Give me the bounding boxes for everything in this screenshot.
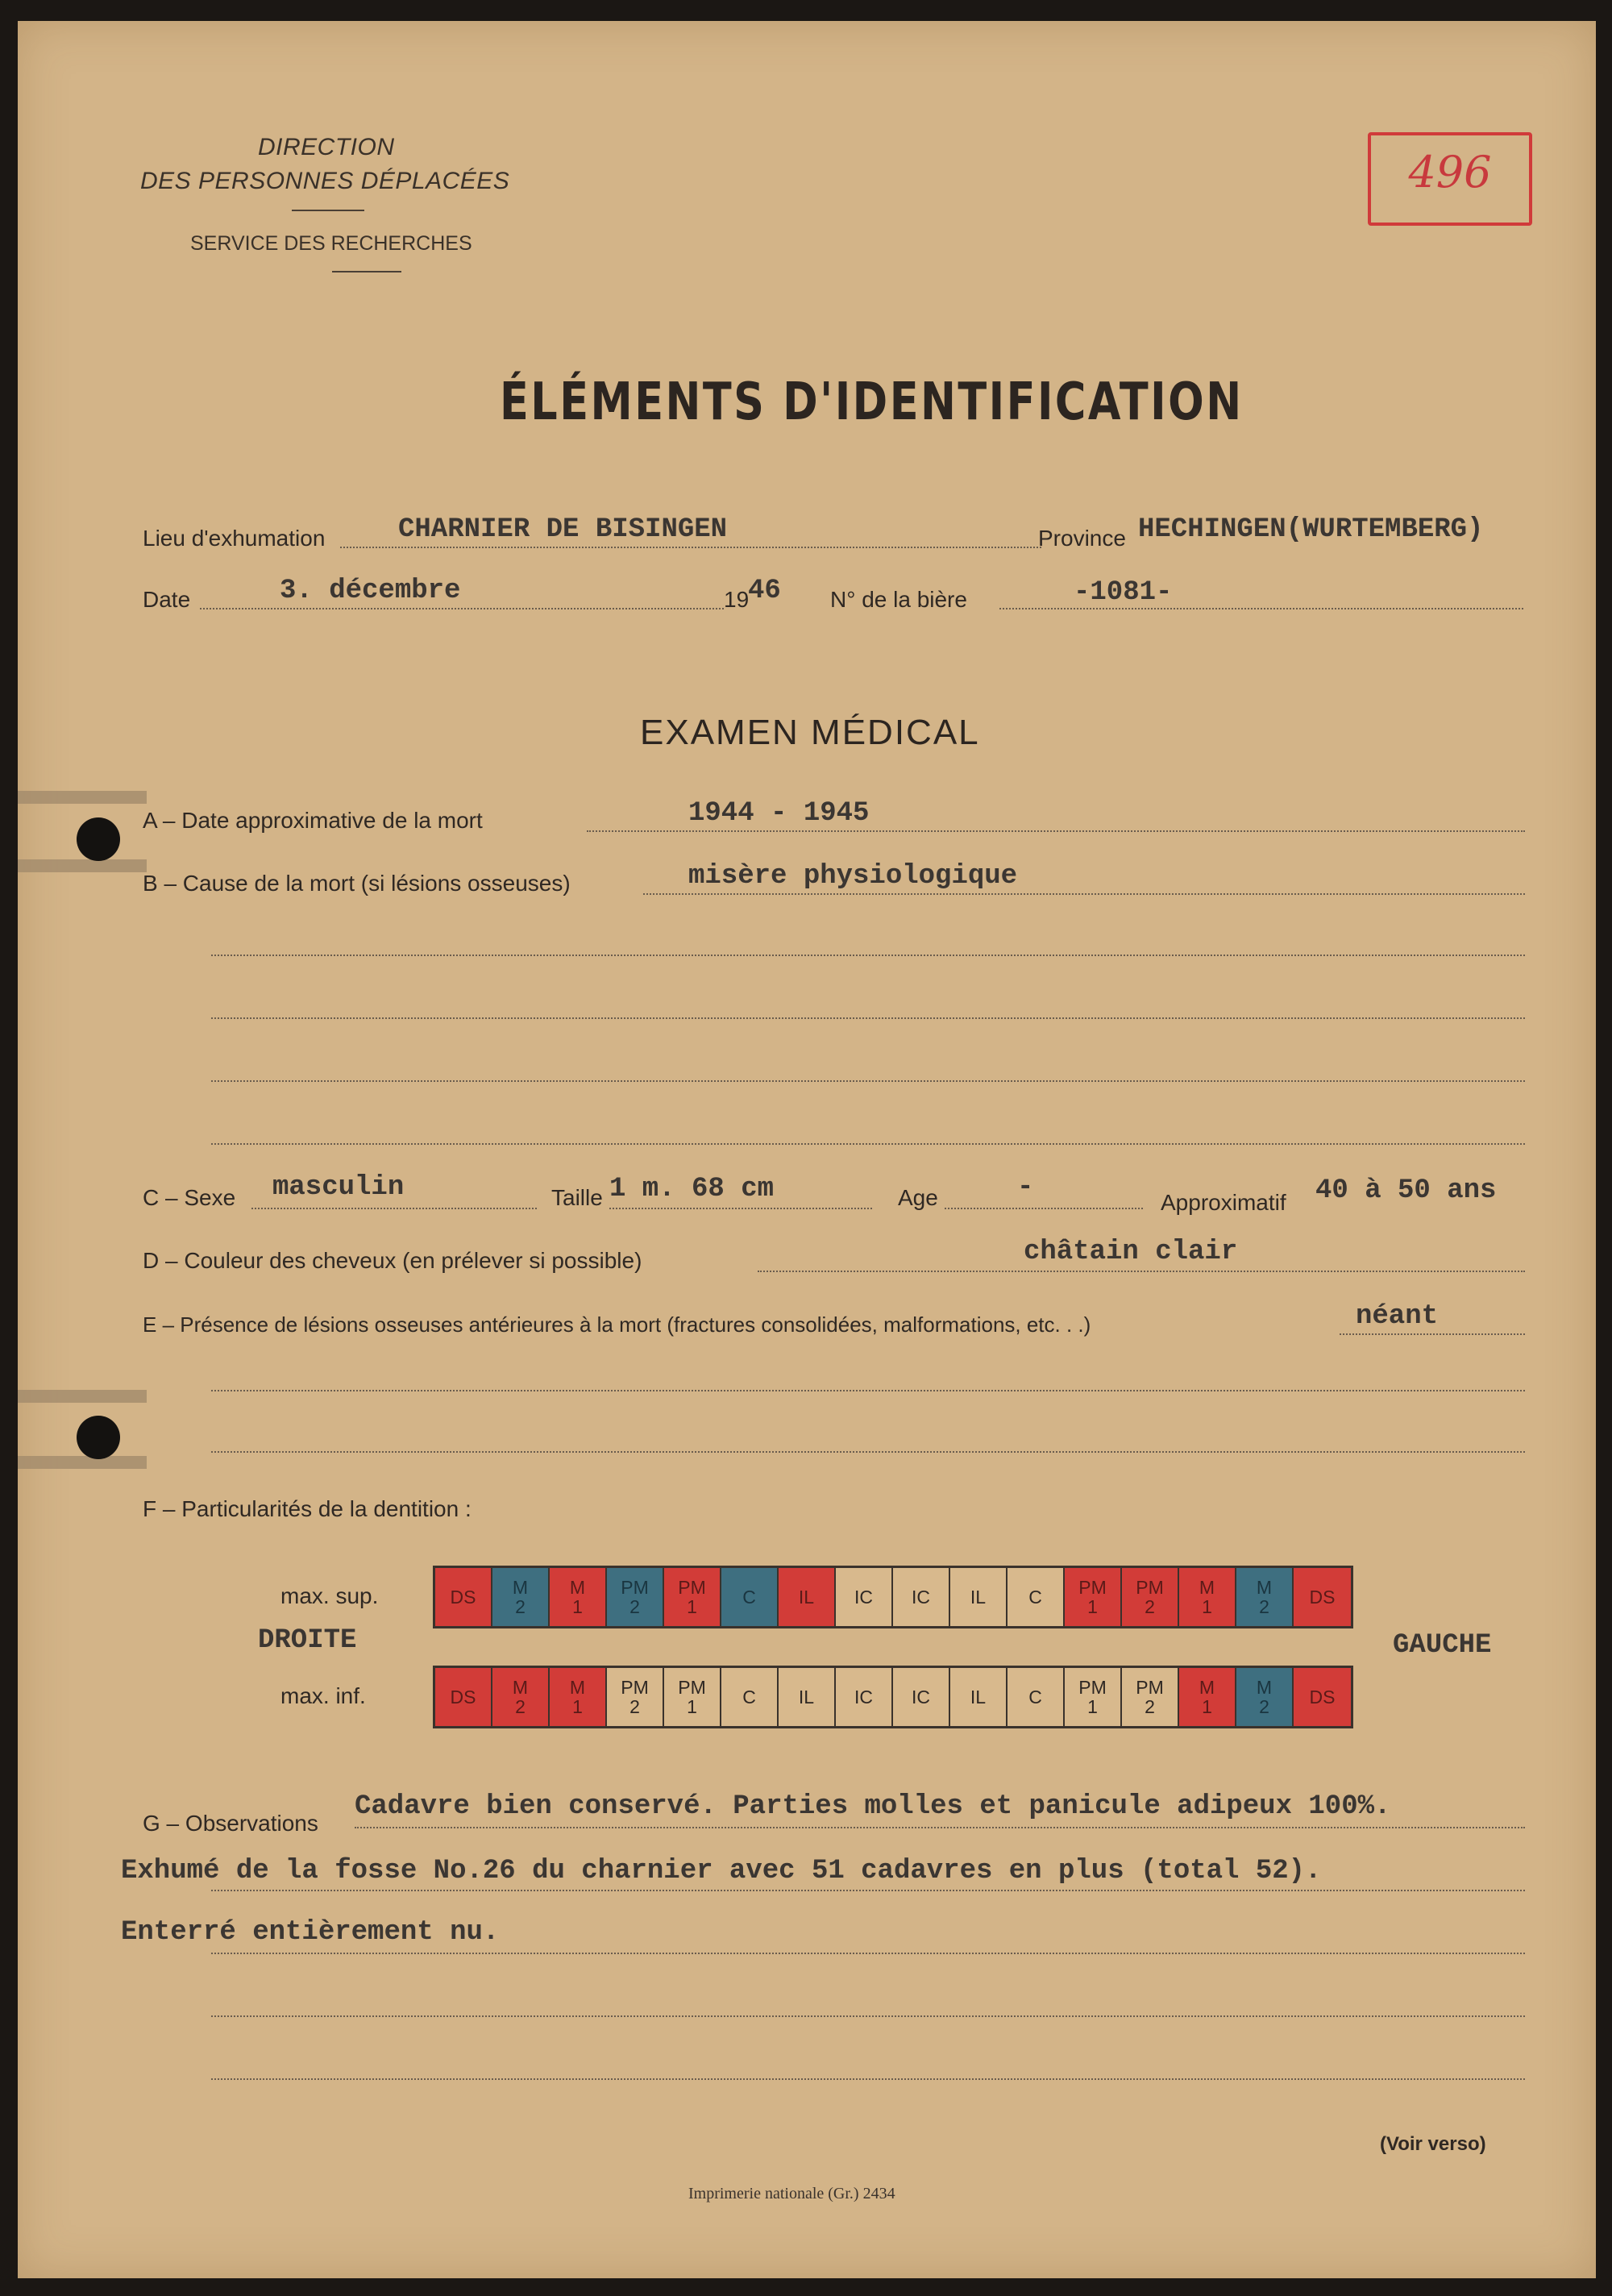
dotted-line	[340, 547, 1041, 548]
b-label: B – Cause de la mort (si lésions osseuses)	[143, 871, 571, 896]
tooth-cell	[893, 1568, 950, 1626]
tape-strip	[18, 859, 147, 872]
observations-line2: Exhumé de la fosse No.26 du charnier avec 51 cadavres en plus (total 52).	[121, 1856, 1322, 1886]
tooth-number: 2	[1259, 1596, 1269, 1617]
dotted-line	[945, 1208, 1143, 1209]
observations-line3: Enterré entièrement nu.	[121, 1917, 500, 1948]
tooth-label: IC	[854, 1587, 873, 1608]
a-label: A – Date approximative de la mort	[143, 808, 483, 833]
e-value: néant	[1356, 1301, 1439, 1332]
dotted-line	[251, 1208, 537, 1209]
dotted-line	[211, 1080, 1525, 1082]
tooth-cell	[721, 1668, 779, 1726]
dotted-line	[211, 2015, 1525, 2017]
taille-value: 1 m. 68 cm	[609, 1174, 775, 1204]
tooth-cell	[435, 1568, 492, 1626]
tooth-label: PM	[1078, 1577, 1107, 1598]
punch-hole	[77, 1416, 120, 1459]
tape-strip	[18, 1456, 147, 1469]
e-label: E – Présence de lésions osseuses antérieures à la mort (fractures consolidées, malformations, etc. . .)	[143, 1312, 1091, 1337]
year-value: 46	[748, 576, 781, 606]
header-department: DES PERSONNES DÉPLACÉES	[140, 168, 510, 194]
voir-verso: (Voir verso)	[1380, 2133, 1486, 2155]
tooth-cell	[1008, 1568, 1065, 1626]
tooth-label: DS	[450, 1587, 476, 1608]
tooth-cell	[893, 1668, 950, 1726]
province-value: HECHINGEN(WURTEMBERG)	[1138, 514, 1484, 545]
tooth-label: M	[1199, 1677, 1215, 1698]
tooth-cell	[492, 1568, 550, 1626]
date-value: 3. décembre	[280, 576, 461, 606]
tooth-cell	[1236, 1568, 1294, 1626]
dotted-line	[211, 1390, 1525, 1391]
gauche-label: GAUCHE	[1393, 1630, 1492, 1661]
tooth-cell	[836, 1568, 893, 1626]
tooth-number: 1	[572, 1696, 583, 1717]
header-service: SERVICE DES RECHERCHES	[190, 232, 472, 255]
tooth-label: M	[569, 1577, 586, 1598]
dotted-line	[587, 830, 1525, 832]
tooth-label: IC	[912, 1687, 930, 1707]
lower-dentition-chart	[433, 1666, 1353, 1728]
tooth-number: 2	[1259, 1696, 1269, 1717]
f-label: F – Particularités de la dentition :	[143, 1496, 472, 1521]
dotted-line	[609, 1208, 872, 1209]
tooth-cell	[1294, 1568, 1351, 1626]
year-prefix: 19	[724, 587, 750, 612]
tooth-label: M	[1256, 1677, 1273, 1698]
dotted-line	[211, 1017, 1525, 1019]
tooth-label: DS	[1309, 1587, 1336, 1608]
tooth-label: IC	[854, 1687, 873, 1707]
tooth-label: IL	[970, 1587, 987, 1608]
age-label: Age	[898, 1185, 938, 1210]
a-value: 1944 - 1945	[688, 798, 870, 829]
dotted-line	[211, 1143, 1525, 1145]
dotted-line	[1340, 1333, 1525, 1335]
dotted-line	[211, 1953, 1525, 1954]
dotted-line	[211, 1451, 1525, 1453]
d-label: D – Couleur des cheveux (en prélever si possible)	[143, 1248, 642, 1273]
tooth-cell	[550, 1568, 607, 1626]
tooth-label: PM	[1078, 1677, 1107, 1698]
tooth-number: 2	[629, 1596, 640, 1617]
approx-label: Approximatif	[1161, 1190, 1286, 1215]
c-label: C – Sexe	[143, 1185, 236, 1210]
tooth-cell	[492, 1668, 550, 1726]
tooth-number: 2	[515, 1596, 526, 1617]
printer-credit: Imprimerie nationale (Gr.) 2434	[688, 2185, 895, 2202]
page-title: ÉLÉMENTS D'IDENTIFICATION	[500, 372, 1244, 432]
exam-title: EXAMEN MÉDICAL	[640, 713, 980, 752]
dotted-line	[211, 955, 1525, 956]
tooth-cell	[1179, 1668, 1236, 1726]
tooth-number: 1	[1087, 1696, 1098, 1717]
tooth-cell	[779, 1568, 836, 1626]
stamp-number: 496	[1408, 147, 1492, 198]
tooth-cell	[1065, 1668, 1122, 1726]
dotted-line	[211, 2078, 1525, 2080]
tooth-cell	[1236, 1668, 1294, 1726]
tooth-label: IC	[912, 1587, 930, 1608]
age-value: -	[1017, 1172, 1034, 1203]
dotted-line	[211, 1890, 1525, 1891]
reference-stamp	[1368, 132, 1532, 226]
tooth-cell	[435, 1668, 492, 1726]
tooth-label: M	[512, 1577, 529, 1598]
tooth-label: DS	[1309, 1687, 1336, 1707]
tooth-number: 1	[572, 1596, 583, 1617]
tooth-number: 2	[515, 1696, 526, 1717]
dotted-line	[758, 1271, 1525, 1272]
tooth-cell	[664, 1668, 721, 1726]
tooth-cell	[721, 1568, 779, 1626]
b-value: misère physiologique	[688, 861, 1018, 892]
tooth-number: 1	[1087, 1596, 1098, 1617]
tooth-label: PM	[1136, 1577, 1164, 1598]
c-value: masculin	[272, 1172, 405, 1203]
tooth-label: IL	[798, 1687, 815, 1707]
divider	[292, 210, 364, 211]
dotted-line	[355, 1827, 1525, 1828]
tooth-cell	[836, 1668, 893, 1726]
tooth-label: PM	[678, 1577, 706, 1598]
observations-line1: Cadavre bien conservé. Parties molles et panicule adipeux 100%.	[355, 1791, 1391, 1822]
upper-dentition-chart	[433, 1566, 1353, 1628]
tape-strip	[18, 1390, 147, 1403]
punch-hole	[77, 817, 120, 861]
tooth-label: DS	[450, 1687, 476, 1707]
dotted-line	[999, 608, 1523, 609]
tooth-cell	[1179, 1568, 1236, 1626]
tooth-label: C	[1028, 1687, 1042, 1707]
tooth-label: IL	[798, 1587, 815, 1608]
tooth-cell	[607, 1668, 664, 1726]
tooth-number: 2	[1145, 1696, 1155, 1717]
dotted-line	[643, 893, 1525, 895]
tooth-label: M	[1256, 1577, 1273, 1598]
form-sheet	[18, 21, 1596, 2278]
divider	[332, 271, 401, 272]
max-sup-label: max. sup.	[280, 1583, 379, 1608]
date-label: Date	[143, 587, 191, 612]
max-inf-label: max. inf.	[280, 1683, 366, 1708]
observations-label: G – Observations	[143, 1811, 318, 1836]
tooth-cell	[779, 1668, 836, 1726]
tooth-number: 1	[1202, 1596, 1212, 1617]
tooth-cell	[664, 1568, 721, 1626]
tooth-label: PM	[621, 1677, 649, 1698]
tooth-label: IL	[970, 1687, 987, 1707]
tooth-label: M	[512, 1677, 529, 1698]
biere-value: -1081-	[1074, 577, 1173, 608]
tape-strip	[18, 791, 147, 804]
tooth-cell	[550, 1668, 607, 1726]
approx-value: 40 à 50 ans	[1315, 1175, 1497, 1206]
tooth-label: C	[1028, 1587, 1042, 1608]
tooth-label: PM	[678, 1677, 706, 1698]
province-label: Province	[1038, 526, 1126, 551]
tooth-number: 1	[1202, 1696, 1212, 1717]
lieu-label: Lieu d'exhumation	[143, 526, 326, 551]
tooth-cell	[950, 1568, 1008, 1626]
tooth-cell	[1122, 1668, 1179, 1726]
lieu-value: CHARNIER DE BISINGEN	[398, 514, 728, 545]
tooth-label: PM	[621, 1577, 649, 1598]
tooth-number: 1	[687, 1696, 697, 1717]
tooth-cell	[1122, 1568, 1179, 1626]
biere-label: N° de la bière	[830, 587, 967, 612]
tooth-label: M	[569, 1677, 586, 1698]
tooth-cell	[607, 1568, 664, 1626]
header-direction: DIRECTION	[258, 134, 395, 160]
tooth-label: PM	[1136, 1677, 1164, 1698]
tooth-cell	[1065, 1568, 1122, 1626]
tooth-cell	[950, 1668, 1008, 1726]
d-value: châtain clair	[1024, 1237, 1238, 1267]
tooth-cell	[1008, 1668, 1065, 1726]
tooth-number: 2	[1145, 1596, 1155, 1617]
droite-label: DROITE	[258, 1625, 357, 1656]
tooth-label: M	[1199, 1577, 1215, 1598]
taille-label: Taille	[551, 1185, 603, 1210]
tooth-label: C	[742, 1587, 756, 1608]
tooth-number: 1	[687, 1596, 697, 1617]
tooth-number: 2	[629, 1696, 640, 1717]
tooth-cell	[1294, 1668, 1351, 1726]
dotted-line	[200, 608, 724, 609]
tooth-label: C	[742, 1687, 756, 1707]
